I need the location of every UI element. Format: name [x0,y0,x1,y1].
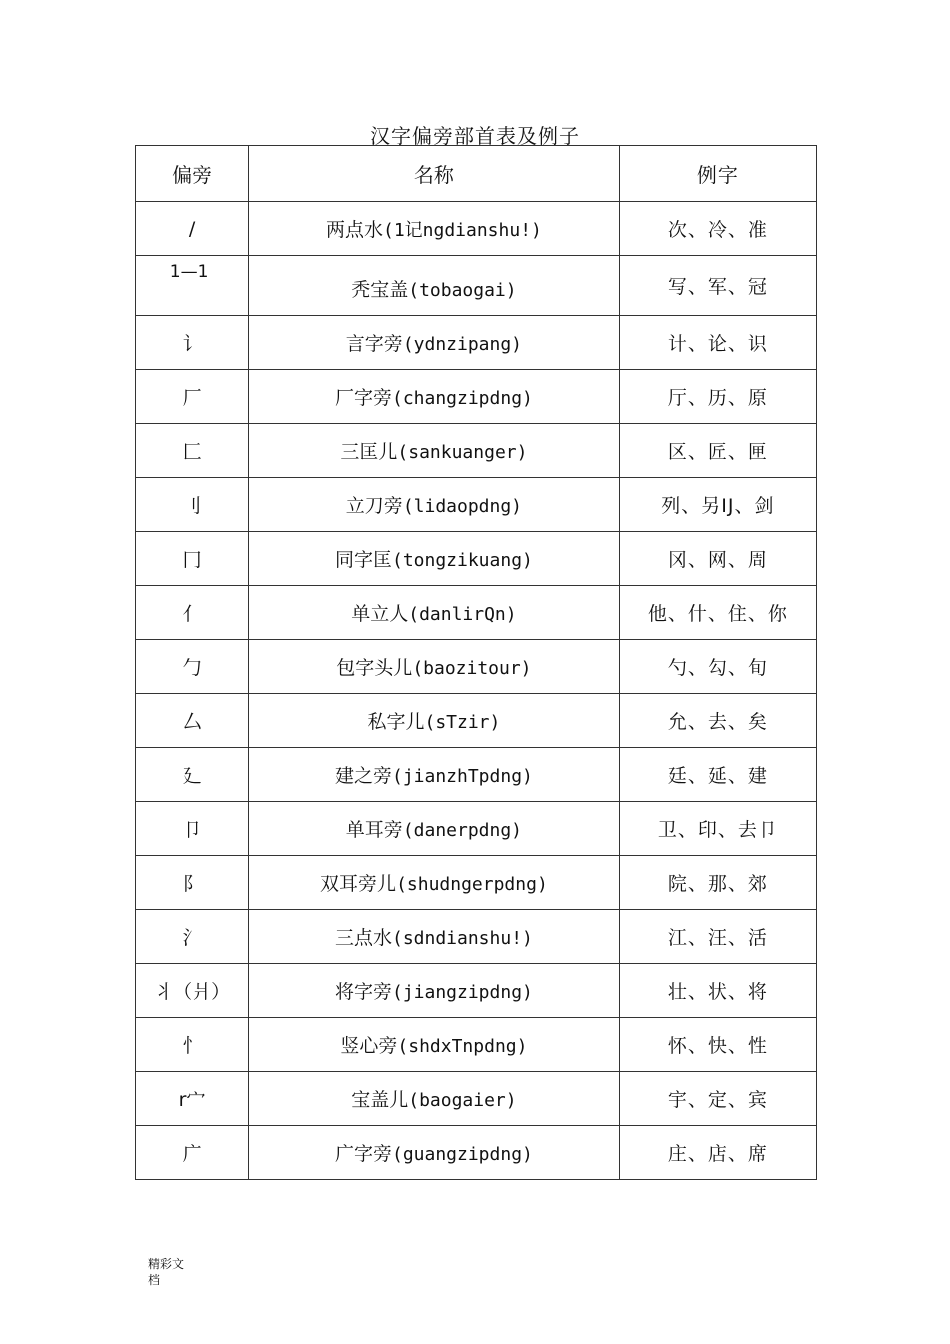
radical-text: 讠 [182,333,202,355]
name-chinese: 竖心旁 [340,1035,398,1057]
table-row [136,964,817,1018]
name-cell [249,532,620,586]
examples-cell: 次、冷、准 [619,202,816,256]
radical-text: 冂 [182,549,202,571]
name-pinyin: (changzipdng) [391,388,533,409]
radical-text: 匚 [182,441,202,463]
name-cell [249,694,620,748]
radical-cell [136,802,249,856]
radical-text: r宀 [178,1089,206,1111]
name-cell [249,964,620,1018]
name-chinese: 同字匡 [334,549,392,571]
radical-cell [136,370,249,424]
radical-text: 卩 [182,819,202,841]
name-pinyin: (guangzipdng) [391,1144,533,1165]
radical-cell [136,1072,249,1126]
name-chinese: 广字旁 [334,1143,392,1165]
name-chinese: 包字头儿 [336,657,413,679]
radical-text: / [188,217,196,240]
table-row [136,1072,817,1126]
name-pinyin: (shudngerpdng) [396,874,548,895]
radical-cell [136,532,249,586]
examples-cell: 他、什、住、你 [619,586,816,640]
radical-text: 刂 [182,495,202,517]
radical-text: 丬（爿） [154,981,231,1003]
name-cell [249,856,620,910]
table-header-row [136,146,817,202]
examples-cell: 冈、网、周 [619,532,816,586]
examples-cell: 廷、延、建 [619,748,816,802]
footer-line-2: 档 [148,1273,161,1287]
name-cell [249,802,620,856]
header-radical: 偏旁 [136,146,249,202]
radical-cell [136,1018,249,1072]
name-cell [249,1018,620,1072]
name-cell [249,316,620,370]
name-pinyin: (sdndianshu!) [391,928,533,949]
table-row [136,586,817,640]
name-chinese: 言字旁 [345,333,403,355]
examples-cell: 院、那、郊 [619,856,816,910]
radical-text: 阝 [182,873,202,895]
examples-cell: 厅、历、原 [619,370,816,424]
name-pinyin: (baogaier) [408,1090,517,1111]
table-row [136,370,817,424]
radical-cell [136,316,249,370]
name-pinyin: (lidaopdng) [402,496,523,517]
name-chinese: 双耳旁儿 [320,873,397,895]
name-cell [249,256,620,316]
name-pinyin: (danerpdng) [402,820,523,841]
examples-cell: 卫、印、去卩 [619,802,816,856]
name-chinese: 两点水 [325,219,383,241]
radical-cell [136,478,249,532]
radical-cell [136,910,249,964]
examples-cell: 允、去、矣 [619,694,816,748]
name-chinese: 立刀旁 [345,495,403,517]
name-chinese: 厂字旁 [334,387,392,409]
examples-cell: 勺、勾、旬 [619,640,816,694]
examples-cell: 庄、店、席 [619,1126,816,1180]
name-cell [249,910,620,964]
radicals-table [135,145,817,1180]
name-cell [249,1126,620,1180]
name-chinese: 建之旁 [334,765,392,787]
name-chinese: 秃宝盖 [351,279,409,301]
name-pinyin: (sTzir) [424,712,501,733]
name-chinese: 单耳旁 [345,819,403,841]
header-name: 名称 [249,146,620,202]
name-pinyin: (1记ngdianshu!) [382,220,542,241]
examples-cell: 怀、快、性 [619,1018,816,1072]
radical-cell [136,202,249,256]
examples-cell: 壮、状、将 [619,964,816,1018]
table-row [136,424,817,478]
header-examples: 例字 [619,146,816,202]
radical-cell [136,640,249,694]
name-chinese: 私字儿 [367,711,425,733]
name-chinese: 三点水 [334,927,392,949]
radical-cell [136,424,249,478]
name-cell [249,640,620,694]
radical-cell [136,856,249,910]
examples-cell: 写、军、冠 [619,256,816,316]
table-row [136,694,817,748]
name-cell [249,478,620,532]
radical-text: 厂 [182,387,202,409]
radical-cell [136,694,249,748]
name-pinyin: (tobaogai) [408,280,517,301]
table-row [136,316,817,370]
name-cell [249,1072,620,1126]
radical-cell [136,964,249,1018]
examples-cell: 区、匠、匣 [619,424,816,478]
name-pinyin: (jiangzipdng) [391,982,533,1003]
name-pinyin: (danlirQn) [408,604,517,625]
radical-cell [136,256,249,316]
examples-cell: 计、论、识 [619,316,816,370]
name-pinyin: (tongzikuang) [391,550,533,571]
table-row [136,856,817,910]
table-row [136,748,817,802]
radical-text: 厶 [182,711,202,733]
table-row [136,640,817,694]
name-chinese: 单立人 [351,603,409,625]
radical-text: 广 [182,1143,202,1165]
name-cell [249,424,620,478]
table-row [136,1126,817,1180]
footer-note [148,1256,200,1288]
name-chinese: 三匡儿 [340,441,398,463]
examples-cell: 宇、定、宾 [619,1072,816,1126]
name-pinyin: (baozitour) [412,658,532,679]
name-cell [249,748,620,802]
radical-text: 勹 [182,657,202,679]
table-row [136,802,817,856]
name-pinyin: (shdxTnpdng) [397,1036,528,1057]
table-row [136,532,817,586]
radical-text: 亻 [182,603,202,625]
table-row [136,478,817,532]
name-chinese: 将字旁 [334,981,392,1003]
table-row [136,1018,817,1072]
name-chinese: 宝盖儿 [351,1089,409,1111]
page-title: 汉字偏旁部首表及例子 [370,124,580,148]
radical-cell [136,586,249,640]
name-cell [249,370,620,424]
table-row [136,256,817,316]
radical-text: 忄 [182,1035,202,1057]
name-cell [249,202,620,256]
name-cell [249,586,620,640]
radical-text: 廴 [182,765,202,787]
table-row [136,910,817,964]
name-pinyin: (sankuanger) [397,442,528,463]
examples-cell: 江、汪、活 [619,910,816,964]
table-row [136,202,817,256]
radical-text: 氵 [182,927,202,949]
name-pinyin: (ydnzipang) [402,334,523,355]
name-pinyin: (jianzhTpdng) [391,766,533,787]
footer-line-1: 精彩文 [148,1257,185,1271]
radical-cell [136,1126,249,1180]
radical-cell [136,748,249,802]
radical-text: 1—1 [169,262,209,282]
examples-cell: 列、另IJ、剑 [619,478,816,532]
